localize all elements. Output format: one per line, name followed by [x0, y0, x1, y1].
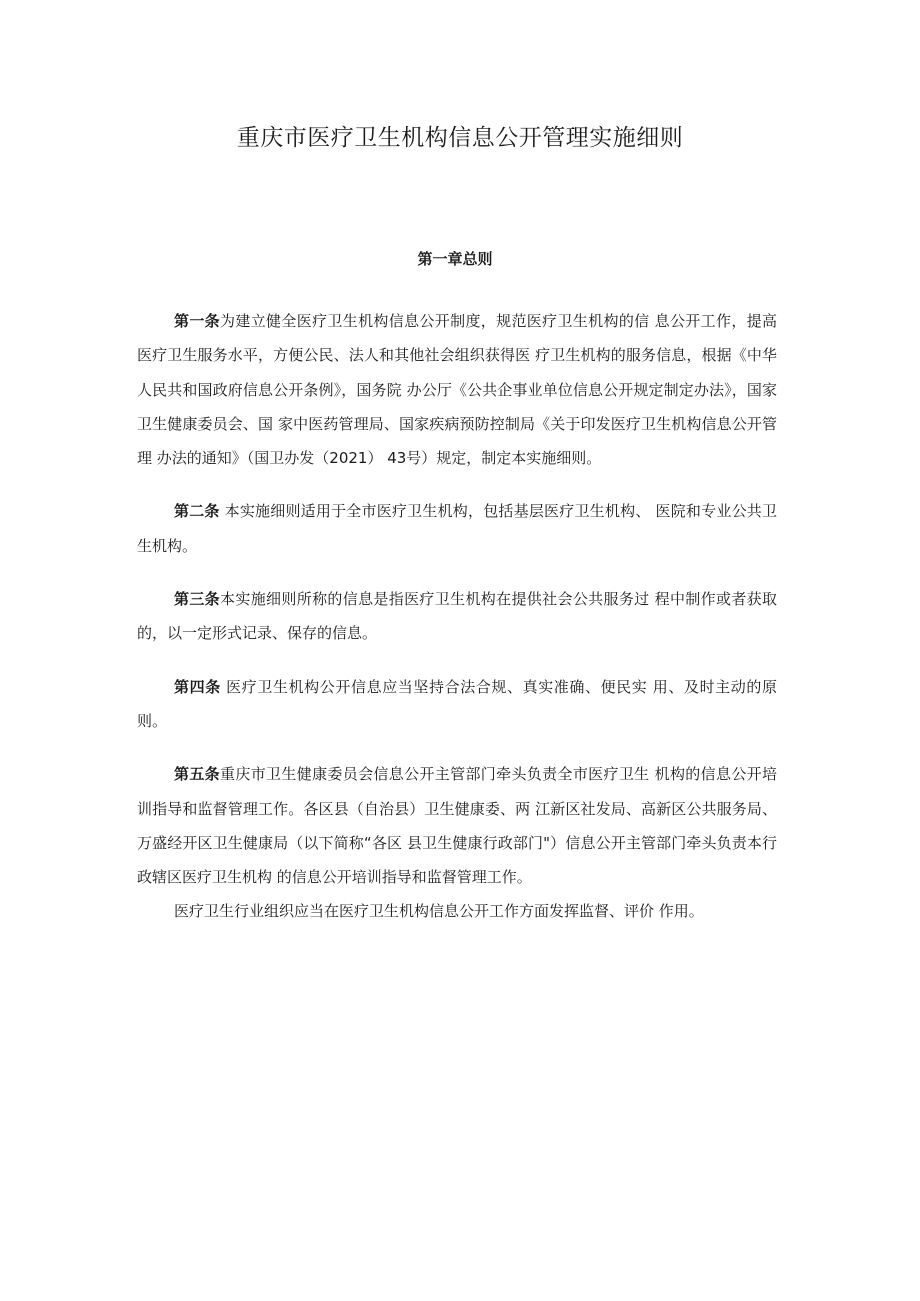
document-body	[137, 304, 777, 929]
article-text: 本实施细则适用于全市医疗卫生机构，包括基层医疗卫生机构、 医院和专业公共卫生机构。	[137, 502, 777, 555]
article-5	[137, 757, 777, 894]
article-text: 医疗卫生机构公开信息应当坚持合法合规、真实准确、便民实 用、及时主动的原则。	[137, 677, 777, 730]
article-text: 本实施细则所称的信息是指医疗卫生机构在提供社会公共服务过 程中制作或者获取的，以一定形式记录、保存的信息。	[137, 590, 777, 643]
article-4	[137, 670, 777, 739]
article-label: 第一条	[174, 312, 221, 330]
article-label: 第三条	[174, 590, 221, 609]
article-text: 为建立健全医疗卫生机构信息公开制度，规范医疗卫生机构的信 息公开工作，提高医疗卫生服务水平，方便公民、法人和其他社会组织获得医 疗卫生机构的服务信息，根据《中华人民共和国政府信息公开条例》，国务院 办公厅《公共企事业单位信息公开规定制定办法》，国家卫生健康委员会、国 家中医药管理局、国家疾病预防控制局《关于印发医疗卫生机构信息公开管理 办法的通知》（国卫办发（2021） 43号）规定，制定本实施细则。	[137, 312, 777, 468]
article-2	[137, 494, 777, 563]
final-paragraph: 医疗卫生行业组织应当在医疗卫生机构信息公开工作方面发挥监督、评价 作用。	[174, 902, 704, 921]
article-label: 第五条	[174, 765, 221, 784]
document-title: 重庆市医疗卫生机构信息公开管理实施细则	[236, 125, 684, 151]
article-label: 第四条	[174, 677, 221, 696]
article-label: 第二条	[174, 502, 220, 521]
article-1	[137, 304, 777, 475]
article-text: 重庆市卫生健康委员会信息公开主管部门牵头负责全市医疗卫生 机构的信息公开培训指导和监督管理工作。各区县（自治县）卫生健康委、两 江新区社发局、高新区公共服务局、万盛经开区卫生健康局（以下简称“各区 县卫生健康行政部门"）信息公开主管部门牵头负责本行政辖区医疗卫生机构 的信息公开培训指导和监督管理工作。	[137, 765, 777, 887]
chapter-heading: 第一章总则	[417, 250, 493, 268]
article-3	[137, 582, 777, 651]
